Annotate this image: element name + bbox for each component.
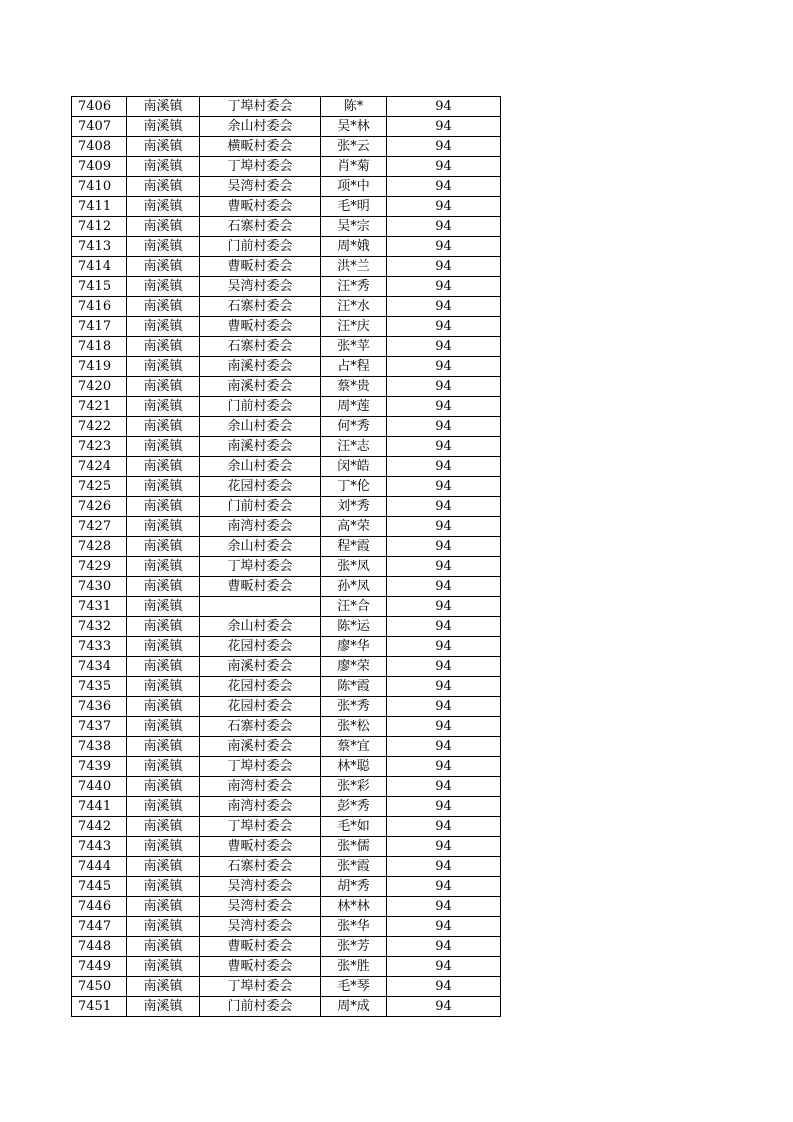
- table-row: [72, 657, 501, 677]
- table-row: [72, 497, 501, 517]
- town-cell: 南溪镇: [127, 197, 200, 217]
- table-row: [72, 457, 501, 477]
- village-cell: 横畈村委会: [200, 137, 321, 157]
- row-number-cell: 7438: [72, 737, 127, 757]
- row-number-cell: 7431: [72, 597, 127, 617]
- table-row: [72, 637, 501, 657]
- score-cell: 94: [387, 277, 501, 297]
- name-cell: 张*秀: [321, 697, 387, 717]
- table-row: [72, 737, 501, 757]
- village-cell: 丁埠村委会: [200, 817, 321, 837]
- name-cell: 汪*水: [321, 297, 387, 317]
- score-cell: 94: [387, 437, 501, 457]
- table-row: [72, 97, 501, 117]
- name-cell: 张*霞: [321, 857, 387, 877]
- row-number-cell: 7421: [72, 397, 127, 417]
- village-cell: 花园村委会: [200, 637, 321, 657]
- village-cell: [200, 597, 321, 617]
- town-cell: 南溪镇: [127, 837, 200, 857]
- name-cell: 汪*志: [321, 437, 387, 457]
- row-number-cell: 7414: [72, 257, 127, 277]
- village-cell: 南溪村委会: [200, 437, 321, 457]
- row-number-cell: 7426: [72, 497, 127, 517]
- name-cell: 吴*林: [321, 117, 387, 137]
- row-number-cell: 7409: [72, 157, 127, 177]
- name-cell: 程*霞: [321, 537, 387, 557]
- score-cell: 94: [387, 597, 501, 617]
- town-cell: 南溪镇: [127, 497, 200, 517]
- name-cell: 陈*: [321, 97, 387, 117]
- score-cell: 94: [387, 357, 501, 377]
- village-cell: 门前村委会: [200, 497, 321, 517]
- score-cell: 94: [387, 517, 501, 537]
- town-cell: 南溪镇: [127, 697, 200, 717]
- row-number-cell: 7410: [72, 177, 127, 197]
- score-cell: 94: [387, 197, 501, 217]
- town-cell: 南溪镇: [127, 517, 200, 537]
- score-cell: 94: [387, 557, 501, 577]
- town-cell: 南溪镇: [127, 417, 200, 437]
- name-cell: 陈*运: [321, 617, 387, 637]
- score-cell: 94: [387, 997, 501, 1017]
- village-cell: 吴湾村委会: [200, 917, 321, 937]
- table-row: [72, 217, 501, 237]
- table-row: [72, 197, 501, 217]
- town-cell: 南溪镇: [127, 557, 200, 577]
- row-number-cell: 7448: [72, 937, 127, 957]
- row-number-cell: 7442: [72, 817, 127, 837]
- village-cell: 南溪村委会: [200, 377, 321, 397]
- table-row: [72, 837, 501, 857]
- row-number-cell: 7432: [72, 617, 127, 637]
- score-cell: 94: [387, 537, 501, 557]
- name-cell: 刘*秀: [321, 497, 387, 517]
- name-cell: 何*秀: [321, 417, 387, 437]
- town-cell: 南溪镇: [127, 597, 200, 617]
- village-cell: 石寨村委会: [200, 337, 321, 357]
- town-cell: 南溪镇: [127, 997, 200, 1017]
- score-cell: 94: [387, 737, 501, 757]
- table-row: [72, 677, 501, 697]
- name-cell: 毛*如: [321, 817, 387, 837]
- row-number-cell: 7422: [72, 417, 127, 437]
- row-number-cell: 7412: [72, 217, 127, 237]
- village-cell: 余山村委会: [200, 457, 321, 477]
- village-cell: 门前村委会: [200, 997, 321, 1017]
- table-row: [72, 537, 501, 557]
- town-cell: 南溪镇: [127, 757, 200, 777]
- table-row: [72, 617, 501, 637]
- name-cell: 林*林: [321, 897, 387, 917]
- table-row: [72, 897, 501, 917]
- village-cell: 丁埠村委会: [200, 557, 321, 577]
- village-cell: 丁埠村委会: [200, 157, 321, 177]
- row-number-cell: 7439: [72, 757, 127, 777]
- village-cell: 门前村委会: [200, 397, 321, 417]
- town-cell: 南溪镇: [127, 377, 200, 397]
- village-cell: 石寨村委会: [200, 717, 321, 737]
- town-cell: 南溪镇: [127, 937, 200, 957]
- name-cell: 闵*皓: [321, 457, 387, 477]
- score-cell: 94: [387, 757, 501, 777]
- name-cell: 廖*华: [321, 637, 387, 657]
- table-row: [72, 557, 501, 577]
- score-cell: 94: [387, 97, 501, 117]
- name-cell: 蔡*贵: [321, 377, 387, 397]
- row-number-cell: 7430: [72, 577, 127, 597]
- score-cell: 94: [387, 857, 501, 877]
- village-cell: 石寨村委会: [200, 297, 321, 317]
- table-row: [72, 777, 501, 797]
- town-cell: 南溪镇: [127, 677, 200, 697]
- town-cell: 南溪镇: [127, 957, 200, 977]
- score-cell: 94: [387, 497, 501, 517]
- row-number-cell: 7424: [72, 457, 127, 477]
- town-cell: 南溪镇: [127, 477, 200, 497]
- name-cell: 陈*霞: [321, 677, 387, 697]
- table-row: [72, 157, 501, 177]
- village-cell: 石寨村委会: [200, 857, 321, 877]
- village-cell: 曹畈村委会: [200, 257, 321, 277]
- row-number-cell: 7411: [72, 197, 127, 217]
- row-number-cell: 7434: [72, 657, 127, 677]
- name-cell: 张*彩: [321, 777, 387, 797]
- village-cell: 花园村委会: [200, 477, 321, 497]
- score-cell: 94: [387, 177, 501, 197]
- table-row: [72, 697, 501, 717]
- table-row: [72, 277, 501, 297]
- row-number-cell: 7437: [72, 717, 127, 737]
- village-cell: 曹畈村委会: [200, 937, 321, 957]
- town-cell: 南溪镇: [127, 857, 200, 877]
- village-cell: 吴湾村委会: [200, 177, 321, 197]
- village-cell: 南湾村委会: [200, 517, 321, 537]
- score-cell: 94: [387, 137, 501, 157]
- town-cell: 南溪镇: [127, 137, 200, 157]
- town-cell: 南溪镇: [127, 777, 200, 797]
- town-cell: 南溪镇: [127, 337, 200, 357]
- row-number-cell: 7428: [72, 537, 127, 557]
- village-cell: 余山村委会: [200, 417, 321, 437]
- score-cell: 94: [387, 237, 501, 257]
- town-cell: 南溪镇: [127, 737, 200, 757]
- row-number-cell: 7427: [72, 517, 127, 537]
- score-cell: 94: [387, 877, 501, 897]
- row-number-cell: 7444: [72, 857, 127, 877]
- village-cell: 南溪村委会: [200, 357, 321, 377]
- score-cell: 94: [387, 917, 501, 937]
- village-cell: 余山村委会: [200, 617, 321, 637]
- score-cell: 94: [387, 937, 501, 957]
- score-cell: 94: [387, 617, 501, 637]
- name-cell: 张*苹: [321, 337, 387, 357]
- row-number-cell: 7416: [72, 297, 127, 317]
- table-row: [72, 357, 501, 377]
- town-cell: 南溪镇: [127, 97, 200, 117]
- name-cell: 洪*兰: [321, 257, 387, 277]
- row-number-cell: 7450: [72, 977, 127, 997]
- score-cell: 94: [387, 577, 501, 597]
- town-cell: 南溪镇: [127, 977, 200, 997]
- village-cell: 吴湾村委会: [200, 877, 321, 897]
- town-cell: 南溪镇: [127, 317, 200, 337]
- village-cell: 余山村委会: [200, 117, 321, 137]
- town-cell: 南溪镇: [127, 277, 200, 297]
- table-row: [72, 317, 501, 337]
- village-cell: 南湾村委会: [200, 797, 321, 817]
- table-row: [72, 477, 501, 497]
- row-number-cell: 7436: [72, 697, 127, 717]
- table-row: [72, 997, 501, 1017]
- town-cell: 南溪镇: [127, 577, 200, 597]
- row-number-cell: 7429: [72, 557, 127, 577]
- row-number-cell: 7407: [72, 117, 127, 137]
- table-row: [72, 577, 501, 597]
- name-cell: 周*成: [321, 997, 387, 1017]
- village-cell: 花园村委会: [200, 677, 321, 697]
- table-row: [72, 717, 501, 737]
- town-cell: 南溪镇: [127, 917, 200, 937]
- town-cell: 南溪镇: [127, 257, 200, 277]
- village-cell: 南溪村委会: [200, 737, 321, 757]
- town-cell: 南溪镇: [127, 717, 200, 737]
- row-number-cell: 7418: [72, 337, 127, 357]
- name-cell: 汪*秀: [321, 277, 387, 297]
- row-number-cell: 7435: [72, 677, 127, 697]
- town-cell: 南溪镇: [127, 537, 200, 557]
- village-cell: 吴湾村委会: [200, 277, 321, 297]
- town-cell: 南溪镇: [127, 237, 200, 257]
- row-number-cell: 7443: [72, 837, 127, 857]
- town-cell: 南溪镇: [127, 897, 200, 917]
- table-row: [72, 377, 501, 397]
- village-cell: 吴湾村委会: [200, 897, 321, 917]
- name-cell: 肖*菊: [321, 157, 387, 177]
- village-cell: 曹畈村委会: [200, 837, 321, 857]
- town-cell: 南溪镇: [127, 177, 200, 197]
- row-number-cell: 7419: [72, 357, 127, 377]
- score-cell: 94: [387, 637, 501, 657]
- town-cell: 南溪镇: [127, 297, 200, 317]
- town-cell: 南溪镇: [127, 797, 200, 817]
- score-cell: 94: [387, 317, 501, 337]
- name-cell: 廖*荣: [321, 657, 387, 677]
- name-cell: 张*胜: [321, 957, 387, 977]
- town-cell: 南溪镇: [127, 157, 200, 177]
- row-number-cell: 7425: [72, 477, 127, 497]
- name-cell: 毛*明: [321, 197, 387, 217]
- table-row: [72, 257, 501, 277]
- town-cell: 南溪镇: [127, 217, 200, 237]
- name-cell: 张*凤: [321, 557, 387, 577]
- name-cell: 林*聪: [321, 757, 387, 777]
- table-row: [72, 957, 501, 977]
- table-row: [72, 817, 501, 837]
- village-cell: 曹畈村委会: [200, 317, 321, 337]
- village-cell: 石寨村委会: [200, 217, 321, 237]
- row-number-cell: 7446: [72, 897, 127, 917]
- row-number-cell: 7417: [72, 317, 127, 337]
- name-cell: 胡*秀: [321, 877, 387, 897]
- score-cell: 94: [387, 257, 501, 277]
- row-number-cell: 7415: [72, 277, 127, 297]
- row-number-cell: 7445: [72, 877, 127, 897]
- score-cell: 94: [387, 657, 501, 677]
- table-row: [72, 917, 501, 937]
- village-cell: 南溪村委会: [200, 657, 321, 677]
- town-cell: 南溪镇: [127, 637, 200, 657]
- table-row: [72, 797, 501, 817]
- score-cell: 94: [387, 777, 501, 797]
- table-row: [72, 137, 501, 157]
- score-cell: 94: [387, 157, 501, 177]
- name-cell: 张*松: [321, 717, 387, 737]
- village-cell: 余山村委会: [200, 537, 321, 557]
- score-cell: 94: [387, 717, 501, 737]
- table-row: [72, 297, 501, 317]
- name-cell: 张*芳: [321, 937, 387, 957]
- village-cell: 南湾村委会: [200, 777, 321, 797]
- score-cell: 94: [387, 457, 501, 477]
- score-cell: 94: [387, 477, 501, 497]
- name-cell: 周*娥: [321, 237, 387, 257]
- town-cell: 南溪镇: [127, 657, 200, 677]
- name-cell: 张*云: [321, 137, 387, 157]
- score-cell: 94: [387, 677, 501, 697]
- score-cell: 94: [387, 957, 501, 977]
- score-cell: 94: [387, 817, 501, 837]
- town-cell: 南溪镇: [127, 117, 200, 137]
- score-cell: 94: [387, 837, 501, 857]
- row-number-cell: 7447: [72, 917, 127, 937]
- name-cell: 张*儒: [321, 837, 387, 857]
- town-cell: 南溪镇: [127, 817, 200, 837]
- table-row: [72, 417, 501, 437]
- table-row: [72, 857, 501, 877]
- table-row: [72, 937, 501, 957]
- score-cell: 94: [387, 337, 501, 357]
- table-row: [72, 397, 501, 417]
- table-row: [72, 237, 501, 257]
- town-cell: 南溪镇: [127, 437, 200, 457]
- score-cell: 94: [387, 217, 501, 237]
- name-cell: 孙*凤: [321, 577, 387, 597]
- name-cell: 吴*宗: [321, 217, 387, 237]
- score-cell: 94: [387, 297, 501, 317]
- score-cell: 94: [387, 397, 501, 417]
- table-row: [72, 517, 501, 537]
- name-cell: 周*莲: [321, 397, 387, 417]
- row-number-cell: 7413: [72, 237, 127, 257]
- name-cell: 张*华: [321, 917, 387, 937]
- score-cell: 94: [387, 977, 501, 997]
- name-cell: 高*荣: [321, 517, 387, 537]
- score-cell: 94: [387, 117, 501, 137]
- name-cell: 汪*庆: [321, 317, 387, 337]
- table-body: [72, 97, 501, 1017]
- town-cell: 南溪镇: [127, 457, 200, 477]
- score-cell: 94: [387, 377, 501, 397]
- name-cell: 占*程: [321, 357, 387, 377]
- table-row: [72, 337, 501, 357]
- village-cell: 曹畈村委会: [200, 577, 321, 597]
- name-cell: 汪*合: [321, 597, 387, 617]
- row-number-cell: 7423: [72, 437, 127, 457]
- village-cell: 丁埠村委会: [200, 977, 321, 997]
- table-row: [72, 977, 501, 997]
- table-row: [72, 437, 501, 457]
- village-cell: 丁埠村委会: [200, 757, 321, 777]
- score-cell: 94: [387, 417, 501, 437]
- name-cell: 项*中: [321, 177, 387, 197]
- table-row: [72, 177, 501, 197]
- village-cell: 曹畈村委会: [200, 197, 321, 217]
- name-cell: 彭*秀: [321, 797, 387, 817]
- town-cell: 南溪镇: [127, 357, 200, 377]
- name-cell: 蔡*宜: [321, 737, 387, 757]
- row-number-cell: 7408: [72, 137, 127, 157]
- table-row: [72, 877, 501, 897]
- row-number-cell: 7420: [72, 377, 127, 397]
- row-number-cell: 7433: [72, 637, 127, 657]
- table-row: [72, 117, 501, 137]
- row-number-cell: 7440: [72, 777, 127, 797]
- name-cell: 丁*伦: [321, 477, 387, 497]
- village-cell: 曹畈村委会: [200, 957, 321, 977]
- town-cell: 南溪镇: [127, 877, 200, 897]
- row-number-cell: 7451: [72, 997, 127, 1017]
- row-number-cell: 7441: [72, 797, 127, 817]
- row-number-cell: 7406: [72, 97, 127, 117]
- village-cell: 门前村委会: [200, 237, 321, 257]
- name-cell: 毛*琴: [321, 977, 387, 997]
- data-table: [71, 96, 501, 1017]
- row-number-cell: 7449: [72, 957, 127, 977]
- town-cell: 南溪镇: [127, 617, 200, 637]
- table-row: [72, 757, 501, 777]
- score-cell: 94: [387, 897, 501, 917]
- table-row: [72, 597, 501, 617]
- village-cell: 丁埠村委会: [200, 97, 321, 117]
- score-cell: 94: [387, 697, 501, 717]
- town-cell: 南溪镇: [127, 397, 200, 417]
- score-cell: 94: [387, 797, 501, 817]
- village-cell: 花园村委会: [200, 697, 321, 717]
